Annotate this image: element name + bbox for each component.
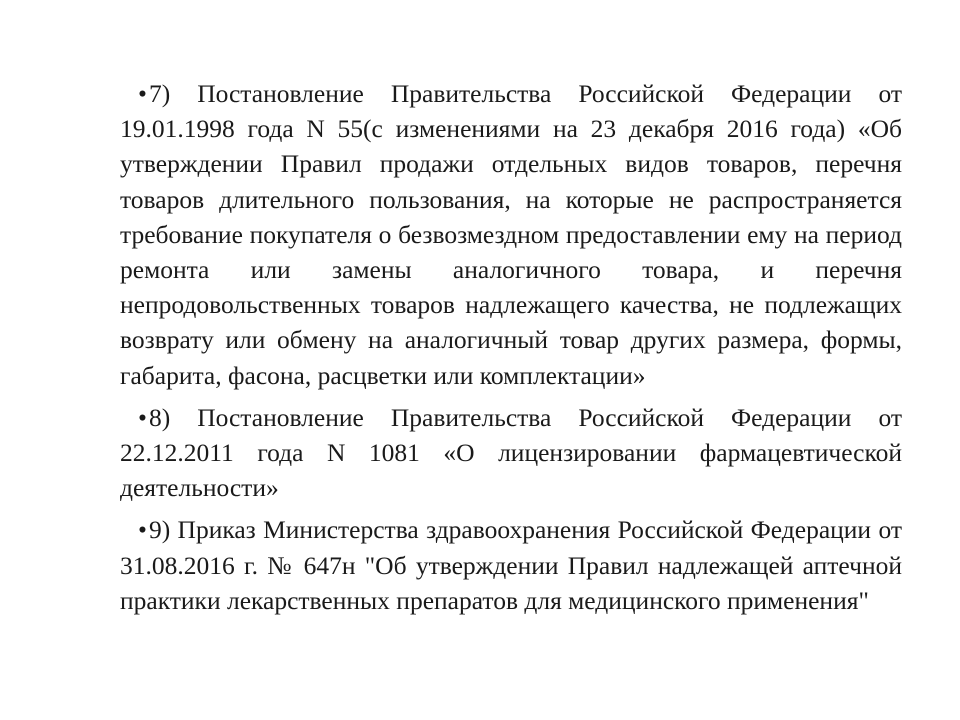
paragraph-text: 7) Постановление Правительства Российской Федерации от 19.01.1998 года N 55(с изменениями на 23 декабря 2016 года) «Об утверждении Правил продажи отдельных видов товаров, перечня товаров длительного пользования, на которые не распространяется требование покупателя о безвозмездном предоставлении ему на период ремонта или замены аналогичного товара, и перечня непродовольственных товаров надлежащего качества, не подлежащих возврату или обмену на аналогичный товар других размера, формы, габарита, фасона, расцветки или комплектации» (120, 79, 902, 390)
paragraph-text: 8) Постановление Правительства Российской Федерации от 22.12.2011 года N 1081 «О лицензировании фармацевтической деятельности» (120, 402, 902, 503)
paragraph-item-7 (120, 76, 902, 393)
paragraph-item-9 (120, 512, 902, 618)
bullet-icon: • (138, 79, 147, 108)
bullet-icon: • (138, 515, 147, 545)
document-body (120, 76, 902, 625)
paragraph-text: 9) Приказ Министерства здравоохранения Российской Федерации от 31.08.2016 г. № 647н "Об утверждении Правил надлежащей аптечной практики лекарственных препаратов для медицинского применения" (120, 515, 902, 615)
paragraph-item-8 (120, 400, 902, 506)
bullet-icon: • (138, 402, 147, 432)
